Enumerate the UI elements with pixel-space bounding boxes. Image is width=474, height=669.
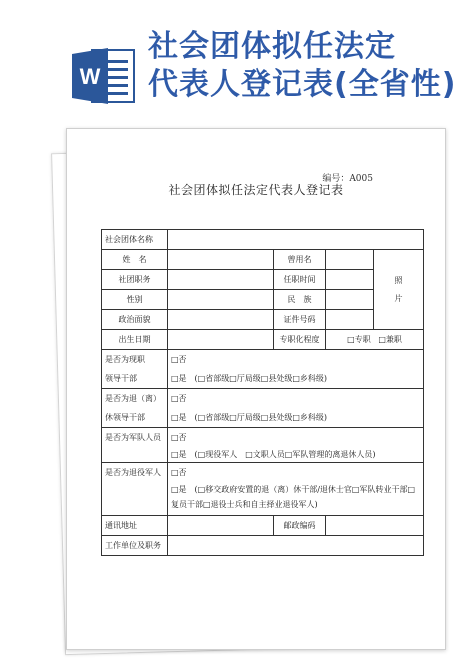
table-row <box>102 330 424 350</box>
ethnicity-value <box>326 290 374 310</box>
military-label: 是否为军队人员 <box>102 428 168 463</box>
current-official-options <box>168 350 424 389</box>
id-no-label: 证件号码 <box>274 310 326 330</box>
gender-value <box>168 290 274 310</box>
current-official-label-1: 是否为现职 <box>105 355 145 364</box>
political-label: 政治面貌 <box>102 310 168 330</box>
role-type-options <box>326 330 424 350</box>
position-label: 社团职务 <box>102 270 168 290</box>
position-value <box>168 270 274 290</box>
id-no-value <box>326 310 374 330</box>
current-official-yes[interactable]: □是 (□省部级□厅局级□县处级□乡科级) <box>171 374 328 383</box>
current-official-label <box>102 350 168 389</box>
retired-yes[interactable]: □是 (□省部级□厅局级□县处级□乡科级) <box>171 413 328 422</box>
veteran-options <box>168 463 424 516</box>
name-label: 姓 名 <box>102 250 168 270</box>
svg-text:W: W <box>79 64 101 89</box>
table-row <box>102 536 424 556</box>
retired-label <box>102 389 168 428</box>
document-sheet <box>66 128 446 650</box>
ethnicity-label: 民 族 <box>274 290 326 310</box>
parttime-checkbox[interactable]: □兼职 <box>378 335 402 344</box>
registration-form-table <box>101 229 424 556</box>
table-row <box>102 428 424 463</box>
photo-box <box>374 250 424 330</box>
role-type-label: 专职化程度 <box>274 330 326 350</box>
term-label: 任职时间 <box>274 270 326 290</box>
address-label: 通讯地址 <box>102 516 168 536</box>
fulltime-checkbox[interactable]: □专职 <box>347 335 371 344</box>
retired-no[interactable]: □否 <box>171 394 187 403</box>
photo-label-2: 片 <box>394 293 403 303</box>
former-name-value <box>326 250 374 270</box>
military-no[interactable]: □否 <box>171 433 187 442</box>
workplace-value <box>168 536 424 556</box>
birth-label: 出生日期 <box>102 330 168 350</box>
retired-label-2: 休领导干部 <box>105 413 145 422</box>
political-value <box>168 310 274 330</box>
veteran-no[interactable]: □否 <box>171 468 187 477</box>
former-name-label: 曾用名 <box>274 250 326 270</box>
table-row <box>102 230 424 250</box>
address-value <box>168 516 274 536</box>
retired-options <box>168 389 424 428</box>
retired-label-1: 是否为退（离） <box>105 394 161 403</box>
current-official-label-2: 领导干部 <box>105 374 137 383</box>
postcode-value <box>326 516 424 536</box>
military-yes[interactable]: □是 (□现役军人 □文职人员□军队管理的离退休人员) <box>171 450 376 459</box>
form-number: 编号：A005 <box>322 174 373 184</box>
headline-line-2: 代表人登记表(全省性) <box>148 67 457 102</box>
page-headline <box>148 28 468 104</box>
table-row <box>102 389 424 428</box>
word-doc-icon <box>70 44 138 108</box>
headline-line-1: 社会团体拟任法定 <box>148 29 396 64</box>
form-title: 社会团体拟任法定代表人登记表 <box>168 183 344 197</box>
photo-label-1: 照 <box>394 275 403 285</box>
table-row <box>102 250 424 270</box>
workplace-label: 工作单位及职务 <box>102 536 168 556</box>
military-options <box>168 428 424 463</box>
org-name-label: 社会团体名称 <box>102 230 168 250</box>
current-official-no[interactable]: □否 <box>171 355 187 364</box>
gender-label: 性别 <box>102 290 168 310</box>
table-row <box>102 516 424 536</box>
term-value <box>326 270 374 290</box>
birth-value <box>168 330 274 350</box>
veteran-yes[interactable]: □是 (□移交政府安置的退（离）休干部/退休士官□军队转业干部□复员干部□退役士兵和自主择业退役军人) <box>171 485 416 509</box>
postcode-label: 邮政编码 <box>274 516 326 536</box>
veteran-label: 是否为退役军人 <box>102 463 168 516</box>
table-row <box>102 350 424 389</box>
org-name-value <box>168 230 424 250</box>
name-value <box>168 250 274 270</box>
table-row <box>102 463 424 516</box>
